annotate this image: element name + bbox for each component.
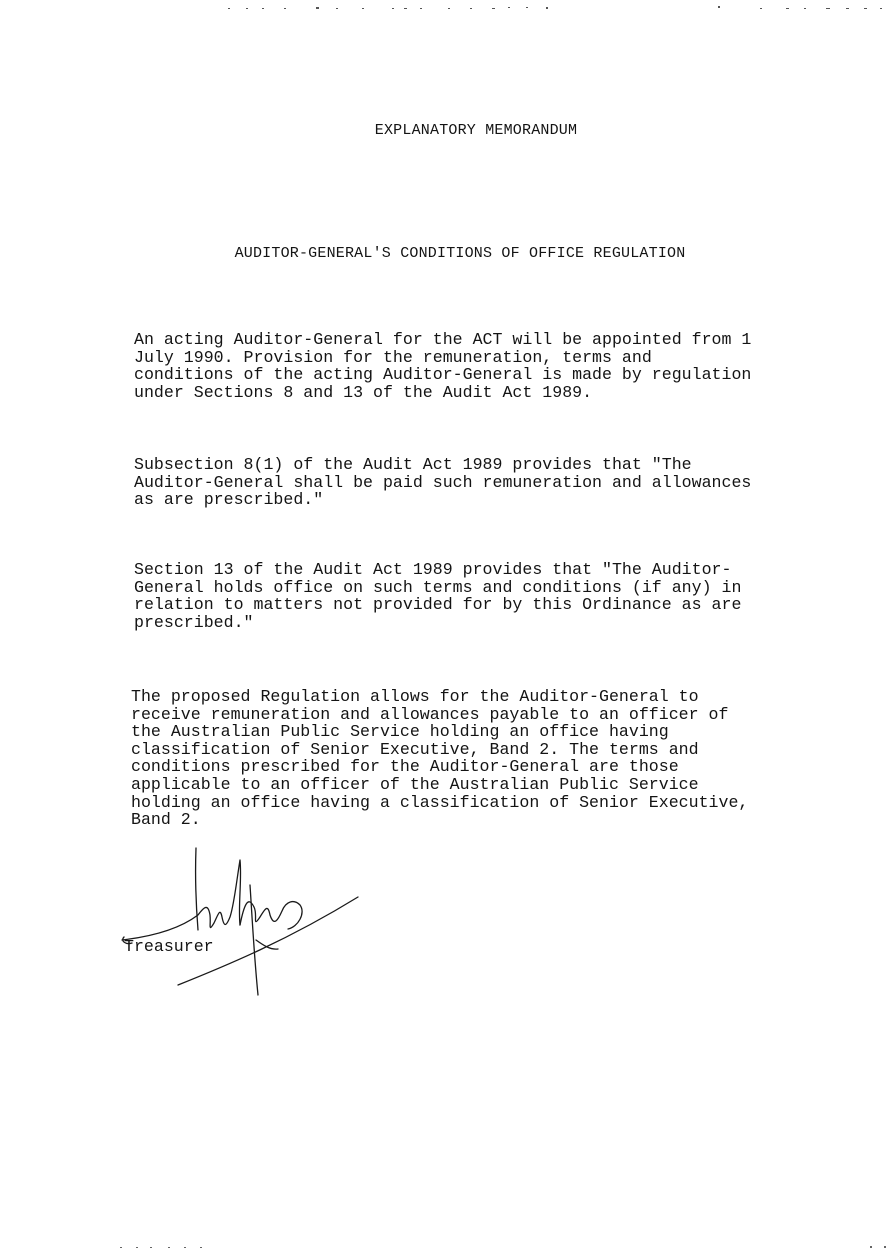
document-title: EXPLANATORY MEMORANDUM bbox=[374, 122, 578, 139]
paragraph-appointment: An acting Auditor-General for the ACT will be appointed from 1 July 1990. Provision for the remuneration, terms and conditions of the acting Auditor-General is made by regulation under Sections 8 and 13 of the Audit Act 1989. bbox=[134, 330, 752, 402]
paragraph-proposed-regulation: The proposed Regulation allows for the Auditor-General to receive remuneration and allowances payable to an officer of the Australian Public Service holding an office having classification of Senior Executive, Band 2. The terms and conditions prescribed for the Auditor-General are those applicable to an officer of the Australian Public Service holding an office having a classification of Senior Executive, Band 2. bbox=[131, 687, 749, 830]
document-subtitle: AUDITOR-GENERAL'S CONDITIONS OF OFFICE REGULATION bbox=[234, 245, 686, 262]
signature-image bbox=[118, 845, 368, 1005]
signatory-title: Treasurer bbox=[124, 937, 214, 956]
scan-edge-top bbox=[0, 0, 892, 12]
scan-edge-bottom bbox=[0, 1243, 892, 1255]
paragraph-section-13: Section 13 of the Audit Act 1989 provides that "The Auditor- General holds office on such terms and conditions (if any) in relation to matters not provided for by this Ordinance as are prescribed." bbox=[134, 560, 742, 632]
paragraph-subsection-8-1: Subsection 8(1) of the Audit Act 1989 provides that "The Auditor-General shall be paid such remuneration and allowances as are prescribed." bbox=[134, 455, 752, 510]
